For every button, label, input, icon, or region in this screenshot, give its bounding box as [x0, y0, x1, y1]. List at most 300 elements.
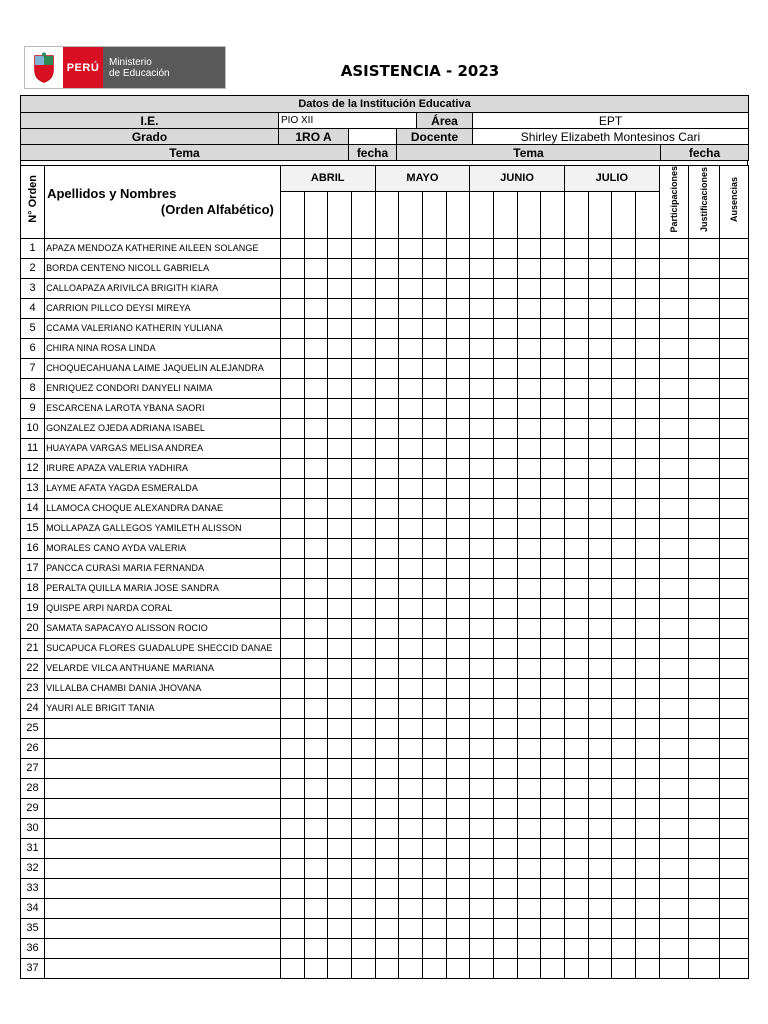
summary-cell[interactable] [688, 418, 719, 438]
attendance-cell[interactable] [280, 838, 304, 858]
attendance-cell[interactable] [588, 878, 612, 898]
attendance-cell[interactable] [564, 298, 588, 318]
summary-cell[interactable] [719, 938, 748, 958]
attendance-cell[interactable] [517, 638, 541, 658]
attendance-cell[interactable] [446, 438, 470, 458]
summary-cell[interactable] [659, 458, 688, 478]
grado-value[interactable]: 1RO A [279, 129, 349, 145]
attendance-cell[interactable] [422, 838, 446, 858]
attendance-cell[interactable] [446, 518, 470, 538]
attendance-cell[interactable] [375, 598, 399, 618]
summary-cell[interactable] [719, 698, 748, 718]
attendance-cell[interactable] [612, 938, 636, 958]
attendance-cell[interactable] [564, 338, 588, 358]
student-name[interactable]: APAZA MENDOZA KATHERINE AILEEN SOLANGE [45, 238, 281, 258]
summary-cell[interactable] [719, 678, 748, 698]
attendance-cell[interactable] [541, 578, 565, 598]
attendance-cell[interactable] [446, 958, 470, 978]
student-name[interactable]: QUISPE ARPI NARDA CORAL [45, 598, 281, 618]
attendance-cell[interactable] [517, 458, 541, 478]
attendance-cell[interactable] [375, 958, 399, 978]
summary-cell[interactable] [688, 858, 719, 878]
summary-cell[interactable] [688, 618, 719, 638]
attendance-cell[interactable] [517, 738, 541, 758]
attendance-cell[interactable] [541, 658, 565, 678]
attendance-cell[interactable] [375, 418, 399, 438]
attendance-cell[interactable] [446, 738, 470, 758]
attendance-cell[interactable] [517, 798, 541, 818]
summary-cell[interactable] [659, 838, 688, 858]
summary-cell[interactable] [719, 618, 748, 638]
attendance-cell[interactable] [304, 738, 328, 758]
attendance-cell[interactable] [351, 598, 375, 618]
attendance-cell[interactable] [375, 678, 399, 698]
attendance-cell[interactable] [588, 638, 612, 658]
summary-cell[interactable] [688, 718, 719, 738]
attendance-cell[interactable] [280, 398, 304, 418]
attendance-cell[interactable] [517, 378, 541, 398]
attendance-cell[interactable] [304, 658, 328, 678]
attendance-cell[interactable] [422, 618, 446, 638]
summary-cell[interactable] [659, 278, 688, 298]
summary-cell[interactable] [659, 538, 688, 558]
grado-extra-cell[interactable] [349, 129, 397, 145]
summary-cell[interactable] [719, 858, 748, 878]
summary-cell[interactable] [659, 798, 688, 818]
attendance-cell[interactable] [375, 758, 399, 778]
attendance-cell[interactable] [375, 278, 399, 298]
attendance-cell[interactable] [280, 698, 304, 718]
attendance-cell[interactable] [399, 658, 423, 678]
summary-cell[interactable] [719, 338, 748, 358]
summary-cell[interactable] [719, 458, 748, 478]
attendance-cell[interactable] [612, 378, 636, 398]
attendance-cell[interactable] [517, 398, 541, 418]
summary-cell[interactable] [688, 238, 719, 258]
attendance-cell[interactable] [446, 358, 470, 378]
attendance-cell[interactable] [304, 298, 328, 318]
attendance-cell[interactable] [493, 698, 517, 718]
attendance-cell[interactable] [635, 678, 659, 698]
attendance-cell[interactable] [612, 458, 636, 478]
attendance-cell[interactable] [399, 898, 423, 918]
attendance-cell[interactable] [304, 518, 328, 538]
attendance-cell[interactable] [541, 278, 565, 298]
attendance-cell[interactable] [612, 778, 636, 798]
attendance-cell[interactable] [399, 738, 423, 758]
summary-cell[interactable] [719, 818, 748, 838]
attendance-cell[interactable] [280, 238, 304, 258]
attendance-cell[interactable] [470, 378, 494, 398]
attendance-cell[interactable] [470, 678, 494, 698]
attendance-cell[interactable] [470, 558, 494, 578]
attendance-cell[interactable] [304, 878, 328, 898]
summary-cell[interactable] [719, 658, 748, 678]
attendance-cell[interactable] [446, 718, 470, 738]
summary-cell[interactable] [659, 418, 688, 438]
summary-cell[interactable] [659, 438, 688, 458]
attendance-cell[interactable] [635, 458, 659, 478]
attendance-cell[interactable] [588, 918, 612, 938]
attendance-cell[interactable] [541, 818, 565, 838]
summary-cell[interactable] [719, 538, 748, 558]
summary-cell[interactable] [719, 638, 748, 658]
attendance-cell[interactable] [564, 418, 588, 438]
attendance-cell[interactable] [399, 678, 423, 698]
attendance-cell[interactable] [422, 658, 446, 678]
summary-cell[interactable] [688, 818, 719, 838]
attendance-cell[interactable] [280, 558, 304, 578]
summary-cell[interactable] [659, 238, 688, 258]
attendance-cell[interactable] [541, 758, 565, 778]
attendance-cell[interactable] [541, 698, 565, 718]
attendance-cell[interactable] [375, 318, 399, 338]
attendance-cell[interactable] [564, 458, 588, 478]
summary-cell[interactable] [659, 958, 688, 978]
summary-cell[interactable] [659, 618, 688, 638]
attendance-cell[interactable] [612, 358, 636, 378]
attendance-cell[interactable] [493, 358, 517, 378]
attendance-cell[interactable] [422, 638, 446, 658]
attendance-cell[interactable] [328, 878, 352, 898]
attendance-cell[interactable] [493, 518, 517, 538]
attendance-cell[interactable] [588, 358, 612, 378]
summary-cell[interactable] [719, 398, 748, 418]
attendance-cell[interactable] [446, 498, 470, 518]
attendance-cell[interactable] [517, 838, 541, 858]
attendance-cell[interactable] [470, 878, 494, 898]
attendance-cell[interactable] [517, 358, 541, 378]
attendance-cell[interactable] [446, 618, 470, 638]
attendance-cell[interactable] [328, 718, 352, 738]
attendance-cell[interactable] [422, 598, 446, 618]
attendance-cell[interactable] [351, 278, 375, 298]
attendance-cell[interactable] [446, 458, 470, 478]
attendance-cell[interactable] [541, 798, 565, 818]
attendance-cell[interactable] [328, 798, 352, 818]
attendance-cell[interactable] [375, 858, 399, 878]
attendance-cell[interactable] [612, 418, 636, 438]
attendance-cell[interactable] [541, 318, 565, 338]
attendance-cell[interactable] [517, 958, 541, 978]
attendance-cell[interactable] [470, 438, 494, 458]
attendance-cell[interactable] [564, 318, 588, 338]
date-subheader-cell[interactable] [470, 191, 494, 238]
attendance-cell[interactable] [280, 898, 304, 918]
summary-cell[interactable] [688, 398, 719, 418]
date-subheader-cell[interactable] [375, 191, 399, 238]
attendance-cell[interactable] [422, 918, 446, 938]
student-name[interactable] [45, 918, 281, 938]
attendance-cell[interactable] [399, 518, 423, 538]
attendance-cell[interactable] [612, 538, 636, 558]
attendance-cell[interactable] [304, 598, 328, 618]
summary-cell[interactable] [659, 758, 688, 778]
attendance-cell[interactable] [564, 658, 588, 678]
attendance-cell[interactable] [588, 778, 612, 798]
attendance-cell[interactable] [280, 878, 304, 898]
attendance-cell[interactable] [635, 598, 659, 618]
attendance-cell[interactable] [635, 778, 659, 798]
attendance-cell[interactable] [328, 238, 352, 258]
attendance-cell[interactable] [588, 898, 612, 918]
summary-cell[interactable] [688, 378, 719, 398]
attendance-cell[interactable] [541, 738, 565, 758]
attendance-cell[interactable] [399, 938, 423, 958]
attendance-cell[interactable] [493, 538, 517, 558]
attendance-cell[interactable] [588, 858, 612, 878]
attendance-cell[interactable] [635, 338, 659, 358]
student-name[interactable] [45, 818, 281, 838]
attendance-cell[interactable] [635, 658, 659, 678]
summary-cell[interactable] [659, 818, 688, 838]
attendance-cell[interactable] [588, 498, 612, 518]
attendance-cell[interactable] [399, 418, 423, 438]
attendance-cell[interactable] [328, 938, 352, 958]
student-name[interactable]: IRURE APAZA VALERIA YADHIRA [45, 458, 281, 478]
attendance-cell[interactable] [635, 398, 659, 418]
attendance-cell[interactable] [422, 258, 446, 278]
attendance-cell[interactable] [541, 878, 565, 898]
attendance-cell[interactable] [351, 358, 375, 378]
attendance-cell[interactable] [493, 578, 517, 598]
student-name[interactable]: GONZALEZ OJEDA ADRIANA ISABEL [45, 418, 281, 438]
summary-cell[interactable] [719, 718, 748, 738]
attendance-cell[interactable] [375, 818, 399, 838]
attendance-cell[interactable] [588, 938, 612, 958]
attendance-cell[interactable] [446, 758, 470, 778]
student-name[interactable]: CHIRA NINA ROSA LINDA [45, 338, 281, 358]
attendance-cell[interactable] [470, 338, 494, 358]
attendance-cell[interactable] [564, 938, 588, 958]
attendance-cell[interactable] [280, 678, 304, 698]
summary-cell[interactable] [719, 878, 748, 898]
attendance-cell[interactable] [304, 958, 328, 978]
attendance-cell[interactable] [564, 278, 588, 298]
summary-cell[interactable] [719, 778, 748, 798]
summary-cell[interactable] [719, 758, 748, 778]
summary-cell[interactable] [688, 698, 719, 718]
attendance-cell[interactable] [399, 338, 423, 358]
attendance-cell[interactable] [470, 538, 494, 558]
summary-cell[interactable] [659, 898, 688, 918]
attendance-cell[interactable] [493, 818, 517, 838]
attendance-cell[interactable] [328, 338, 352, 358]
summary-cell[interactable] [659, 678, 688, 698]
attendance-cell[interactable] [612, 698, 636, 718]
summary-cell[interactable] [688, 898, 719, 918]
attendance-cell[interactable] [422, 458, 446, 478]
attendance-cell[interactable] [399, 878, 423, 898]
attendance-cell[interactable] [422, 338, 446, 358]
attendance-cell[interactable] [564, 698, 588, 718]
attendance-cell[interactable] [446, 478, 470, 498]
attendance-cell[interactable] [541, 938, 565, 958]
student-name[interactable]: LLAMOCA CHOQUE ALEXANDRA DANAE [45, 498, 281, 518]
attendance-cell[interactable] [375, 738, 399, 758]
attendance-cell[interactable] [328, 298, 352, 318]
attendance-cell[interactable] [564, 638, 588, 658]
attendance-cell[interactable] [280, 918, 304, 938]
attendance-cell[interactable] [588, 838, 612, 858]
attendance-cell[interactable] [351, 238, 375, 258]
attendance-cell[interactable] [588, 298, 612, 318]
attendance-cell[interactable] [328, 818, 352, 838]
attendance-cell[interactable] [588, 538, 612, 558]
summary-cell[interactable] [659, 338, 688, 358]
attendance-cell[interactable] [564, 398, 588, 418]
attendance-cell[interactable] [635, 298, 659, 318]
attendance-cell[interactable] [517, 658, 541, 678]
summary-cell[interactable] [688, 758, 719, 778]
summary-cell[interactable] [659, 918, 688, 938]
attendance-cell[interactable] [564, 558, 588, 578]
attendance-cell[interactable] [351, 518, 375, 538]
attendance-cell[interactable] [304, 318, 328, 338]
attendance-cell[interactable] [399, 778, 423, 798]
attendance-cell[interactable] [588, 518, 612, 538]
attendance-cell[interactable] [635, 858, 659, 878]
summary-cell[interactable] [719, 518, 748, 538]
attendance-cell[interactable] [446, 558, 470, 578]
attendance-cell[interactable] [446, 638, 470, 658]
attendance-cell[interactable] [351, 258, 375, 278]
attendance-cell[interactable] [422, 678, 446, 698]
attendance-cell[interactable] [541, 418, 565, 438]
attendance-cell[interactable] [422, 398, 446, 418]
attendance-cell[interactable] [375, 398, 399, 418]
attendance-cell[interactable] [446, 258, 470, 278]
attendance-cell[interactable] [517, 778, 541, 798]
attendance-cell[interactable] [399, 258, 423, 278]
summary-cell[interactable] [688, 558, 719, 578]
attendance-cell[interactable] [635, 958, 659, 978]
attendance-cell[interactable] [517, 678, 541, 698]
attendance-cell[interactable] [612, 598, 636, 618]
attendance-cell[interactable] [280, 578, 304, 598]
summary-cell[interactable] [719, 478, 748, 498]
summary-cell[interactable] [659, 518, 688, 538]
attendance-cell[interactable] [588, 398, 612, 418]
attendance-cell[interactable] [564, 898, 588, 918]
attendance-cell[interactable] [446, 838, 470, 858]
attendance-cell[interactable] [612, 898, 636, 918]
attendance-cell[interactable] [470, 278, 494, 298]
summary-cell[interactable] [659, 578, 688, 598]
attendance-cell[interactable] [635, 578, 659, 598]
attendance-cell[interactable] [351, 438, 375, 458]
attendance-cell[interactable] [328, 658, 352, 678]
attendance-cell[interactable] [517, 278, 541, 298]
attendance-cell[interactable] [564, 518, 588, 538]
attendance-cell[interactable] [446, 318, 470, 338]
attendance-cell[interactable] [328, 558, 352, 578]
summary-cell[interactable] [719, 838, 748, 858]
attendance-cell[interactable] [328, 458, 352, 478]
summary-cell[interactable] [719, 358, 748, 378]
attendance-cell[interactable] [351, 338, 375, 358]
attendance-cell[interactable] [588, 678, 612, 698]
attendance-cell[interactable] [470, 518, 494, 538]
summary-cell[interactable] [659, 358, 688, 378]
student-name[interactable]: PANCCA CURASI MARIA FERNANDA [45, 558, 281, 578]
attendance-cell[interactable] [280, 958, 304, 978]
attendance-cell[interactable] [470, 838, 494, 858]
attendance-cell[interactable] [328, 398, 352, 418]
attendance-cell[interactable] [422, 378, 446, 398]
student-name[interactable]: MORALES CANO AYDA VALERIA [45, 538, 281, 558]
attendance-cell[interactable] [612, 258, 636, 278]
attendance-cell[interactable] [446, 898, 470, 918]
student-name[interactable] [45, 718, 281, 738]
attendance-cell[interactable] [612, 918, 636, 938]
attendance-cell[interactable] [375, 578, 399, 598]
attendance-cell[interactable] [304, 358, 328, 378]
attendance-cell[interactable] [280, 538, 304, 558]
attendance-cell[interactable] [470, 418, 494, 438]
attendance-cell[interactable] [422, 538, 446, 558]
summary-cell[interactable] [688, 658, 719, 678]
attendance-cell[interactable] [470, 458, 494, 478]
attendance-cell[interactable] [470, 918, 494, 938]
attendance-cell[interactable] [304, 618, 328, 638]
attendance-cell[interactable] [541, 478, 565, 498]
summary-cell[interactable] [659, 738, 688, 758]
date-subheader-cell[interactable] [588, 191, 612, 238]
attendance-cell[interactable] [493, 678, 517, 698]
attendance-cell[interactable] [541, 238, 565, 258]
attendance-cell[interactable] [280, 278, 304, 298]
student-name[interactable]: VELARDE VILCA ANTHUANE MARIANA [45, 658, 281, 678]
attendance-cell[interactable] [328, 918, 352, 938]
student-name[interactable] [45, 938, 281, 958]
attendance-cell[interactable] [588, 458, 612, 478]
summary-cell[interactable] [688, 358, 719, 378]
student-name[interactable]: BORDA CENTENO NICOLL GABRIELA [45, 258, 281, 278]
attendance-cell[interactable] [517, 438, 541, 458]
attendance-cell[interactable] [280, 498, 304, 518]
attendance-cell[interactable] [351, 818, 375, 838]
attendance-cell[interactable] [588, 258, 612, 278]
date-subheader-cell[interactable] [564, 191, 588, 238]
attendance-cell[interactable] [446, 398, 470, 418]
attendance-cell[interactable] [304, 538, 328, 558]
attendance-cell[interactable] [541, 598, 565, 618]
attendance-cell[interactable] [328, 418, 352, 438]
attendance-cell[interactable] [564, 578, 588, 598]
attendance-cell[interactable] [517, 578, 541, 598]
attendance-cell[interactable] [564, 878, 588, 898]
student-name[interactable] [45, 958, 281, 978]
attendance-cell[interactable] [635, 318, 659, 338]
attendance-cell[interactable] [635, 618, 659, 638]
attendance-cell[interactable] [493, 238, 517, 258]
attendance-cell[interactable] [328, 638, 352, 658]
attendance-cell[interactable] [470, 238, 494, 258]
attendance-cell[interactable] [493, 738, 517, 758]
attendance-cell[interactable] [470, 478, 494, 498]
date-subheader-cell[interactable] [517, 191, 541, 238]
attendance-cell[interactable] [493, 418, 517, 438]
attendance-cell[interactable] [399, 578, 423, 598]
attendance-cell[interactable] [328, 598, 352, 618]
summary-cell[interactable] [659, 498, 688, 518]
attendance-cell[interactable] [470, 798, 494, 818]
attendance-cell[interactable] [635, 518, 659, 538]
attendance-cell[interactable] [517, 518, 541, 538]
attendance-cell[interactable] [446, 578, 470, 598]
student-name[interactable]: ENRIQUEZ CONDORI DANYELI NAIMA [45, 378, 281, 398]
